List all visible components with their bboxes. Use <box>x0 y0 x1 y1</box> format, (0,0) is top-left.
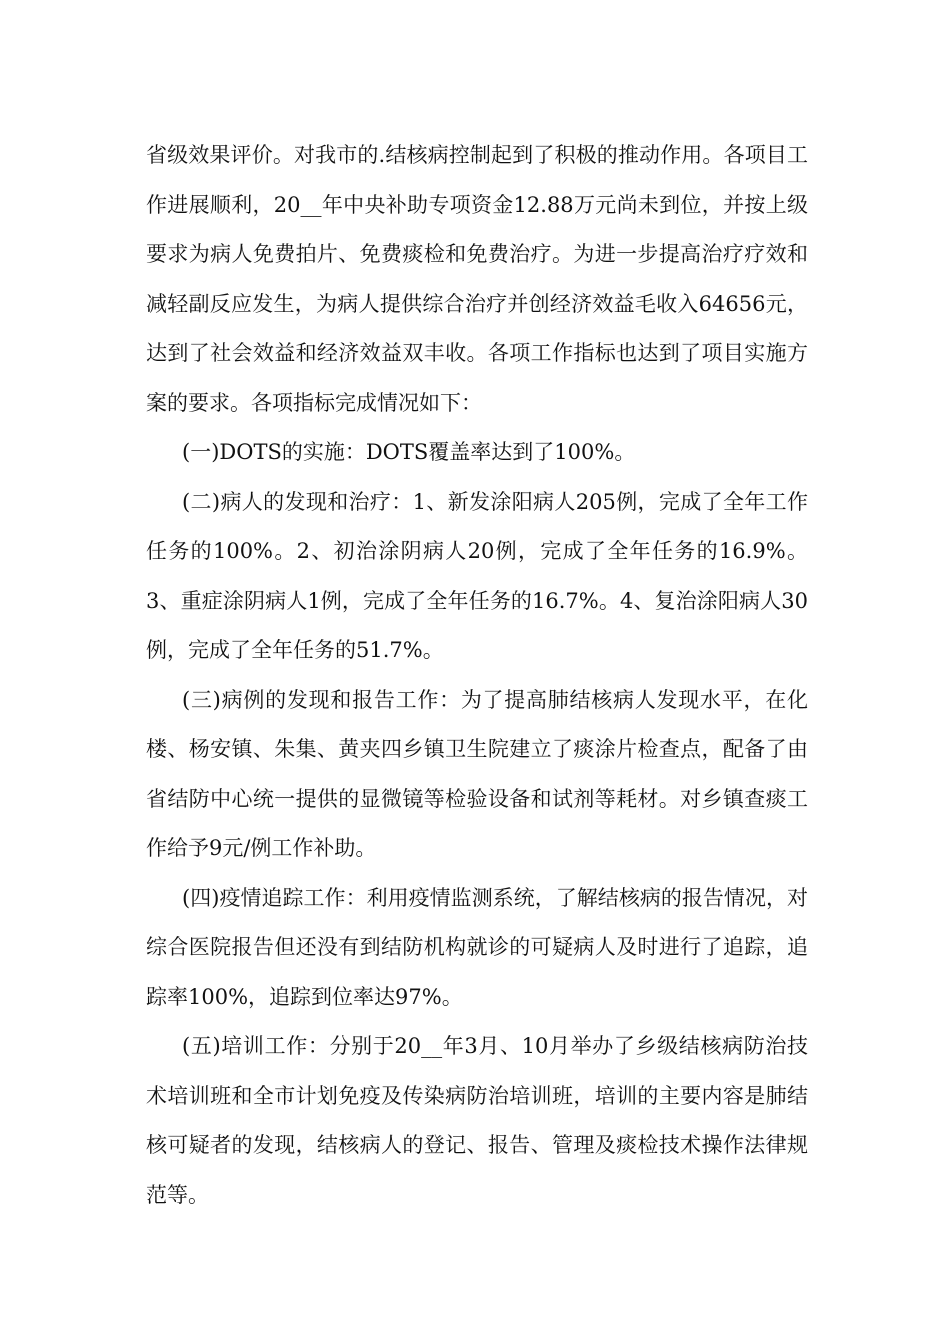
document-page <box>146 131 808 1220</box>
paragraph-training: (五)培训工作：分别于20__年3月、10月举办了乡级结核病防治技术培训班和全市计划免疫及传染病防治培训班，培训的主要内容是肺结核可疑者的发现，结核病人的登记、报告、管理及痰检技术操作法律规范等。 <box>146 1034 808 1207</box>
paragraph-epidemic-tracking: (四)疫情追踪工作：利用疫情监测系统，了解结核病的报告情况，对综合医院报告但还没有到结防机构就诊的可疑病人及时进行了追踪，追踪率100%，追踪到位率达97%。 <box>146 885 808 1009</box>
paragraph-case-reporting: (三)病例的发现和报告工作：为了提高肺结核病人发现水平，在化楼、杨安镇、朱集、黄夹四乡镇卫生院建立了痰涂片检查点，配备了由省结防中心统一提供的显微镜等检验设备和试剂等耗材。对乡镇查痰工作给予9元/例工作补助。 <box>146 687 808 860</box>
paragraph-patient-detection: (二)病人的发现和治疗：1、新发涂阳病人205例，完成了全年工作任务的100%。2、初治涂阴病人20例，完成了全年任务的16.9%。3、重症涂阴病人1例，完成了全年任务的16.7%。4、复治涂阳病人30例，完成了全年任务的51.7%。 <box>146 489 808 662</box>
paragraph-dots: (一)DOTS的实施：DOTS覆盖率达到了100%。 <box>182 440 636 464</box>
paragraph-summary: 省级效果评价。对我市的.结核病控制起到了积极的推动作用。各项目工作进展顺利，20__年中央补助专项资金12.88万元尚未到位，并按上级要求为病人免费拍片、免费痰检和免费治疗。为进一步提高治疗疗效和减轻副反应发生，为病人提供综合治疗并创经济效益毛收入64656元，达到了社会效益和经济效益双丰收。各项工作指标也达到了项目实施方案的要求。各项指标完成情况如下： <box>146 143 808 415</box>
